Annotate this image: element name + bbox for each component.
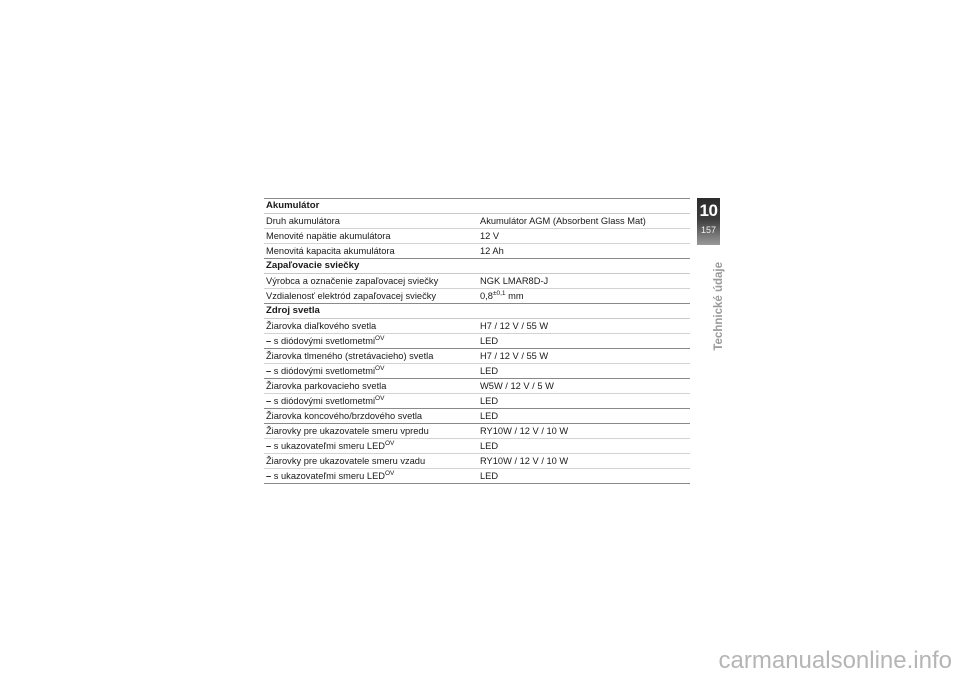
table-row [264,229,690,244]
option-code: OV [384,470,395,477]
table-row-option [264,469,690,484]
chapter-side-title: Technické údaje [713,262,725,351]
table-row [264,349,690,364]
section-title-zapalovacie-sviecky: Zapaľovacie sviečky [264,259,690,274]
option-code: OV [375,395,385,402]
row-value [480,289,690,303]
row-value: LED [480,336,499,346]
value-tolerance: ±0,1 [492,290,506,297]
table-row [264,424,690,439]
table-row-option [264,439,690,454]
row-value: 12 V [480,231,500,241]
watermark: carmanualsonline.info [718,647,952,674]
row-label [264,364,480,378]
option-code: OV [375,335,385,342]
table-row [264,214,690,229]
row-value: 12 Ah [480,246,504,256]
row-label: Žiarovky pre ukazovatele smeru vzadu [266,456,426,466]
row-value: H7 / 12 V / 55 W [480,321,549,331]
table-row [264,454,690,469]
row-label: Výrobca a označenie zapaľovacej sviečky [266,276,439,286]
value-main: 0,8 [480,291,493,301]
row-value: Akumulátor AGM (Absorbent Glass Mat) [480,216,646,226]
page-number: 157 [700,225,717,235]
option-label-text: s diódovými svetlometmi [273,396,376,406]
table-row-option [264,364,690,379]
table-row [264,289,690,304]
table-row [264,244,690,259]
row-value: W5W / 12 V / 5 W [480,381,554,391]
section-title-akumulator: Akumulátor [264,199,690,214]
row-label [264,439,480,453]
row-label: Menovité napätie akumulátora [266,231,391,241]
row-label: Žiarovka diaľkového svetla [266,321,377,331]
table-row-option [264,394,690,409]
row-value: RY10W / 12 V / 10 W [480,426,569,436]
row-label: Žiarovky pre ukazovatele smeru vpredu [266,426,429,436]
row-label: Žiarovka parkovacieho svetla [266,381,387,391]
row-label: Druh akumulátora [266,216,340,226]
row-value: LED [480,411,499,421]
spec-table [264,198,690,484]
row-value: H7 / 12 V / 55 W [480,351,549,361]
table-row-option [264,334,690,349]
option-code: OV [375,365,385,372]
row-value: NGK LMAR8D-J [480,276,549,286]
row-value: LED [480,471,499,481]
option-code: OV [384,440,395,447]
section-title-zdroj-svetla: Zdroj svetla [264,304,690,319]
row-label: Žiarovka koncového/brzdového svetla [266,411,423,421]
option-label-text: s diódovými svetlometmi [273,366,376,376]
row-label [264,334,480,348]
table-row [264,379,690,394]
row-value: RY10W / 12 V / 10 W [480,456,569,466]
row-value: LED [480,366,499,376]
row-label: Menovitá kapacita akumulátora [266,246,395,256]
chapter-tab [697,198,720,245]
row-label: Vzdialenosť elektród zapaľovacej sviečky [266,291,437,301]
option-label-text: s ukazovateľmi smeru LED [273,471,385,481]
row-label [264,394,480,408]
option-label-text: s diódovými svetlometmi [273,336,376,346]
row-label: Žiarovka tlmeného (stretávacieho) svetla [266,351,434,361]
table-row [264,274,690,289]
row-value: LED [480,441,499,451]
option-label-text: s ukazovateľmi smeru LED [273,441,385,451]
table-row [264,409,690,424]
value-unit: mm [505,291,524,301]
row-label [264,469,480,483]
table-row [264,319,690,334]
row-value: LED [480,396,499,406]
chapter-number: 10 [699,201,718,220]
